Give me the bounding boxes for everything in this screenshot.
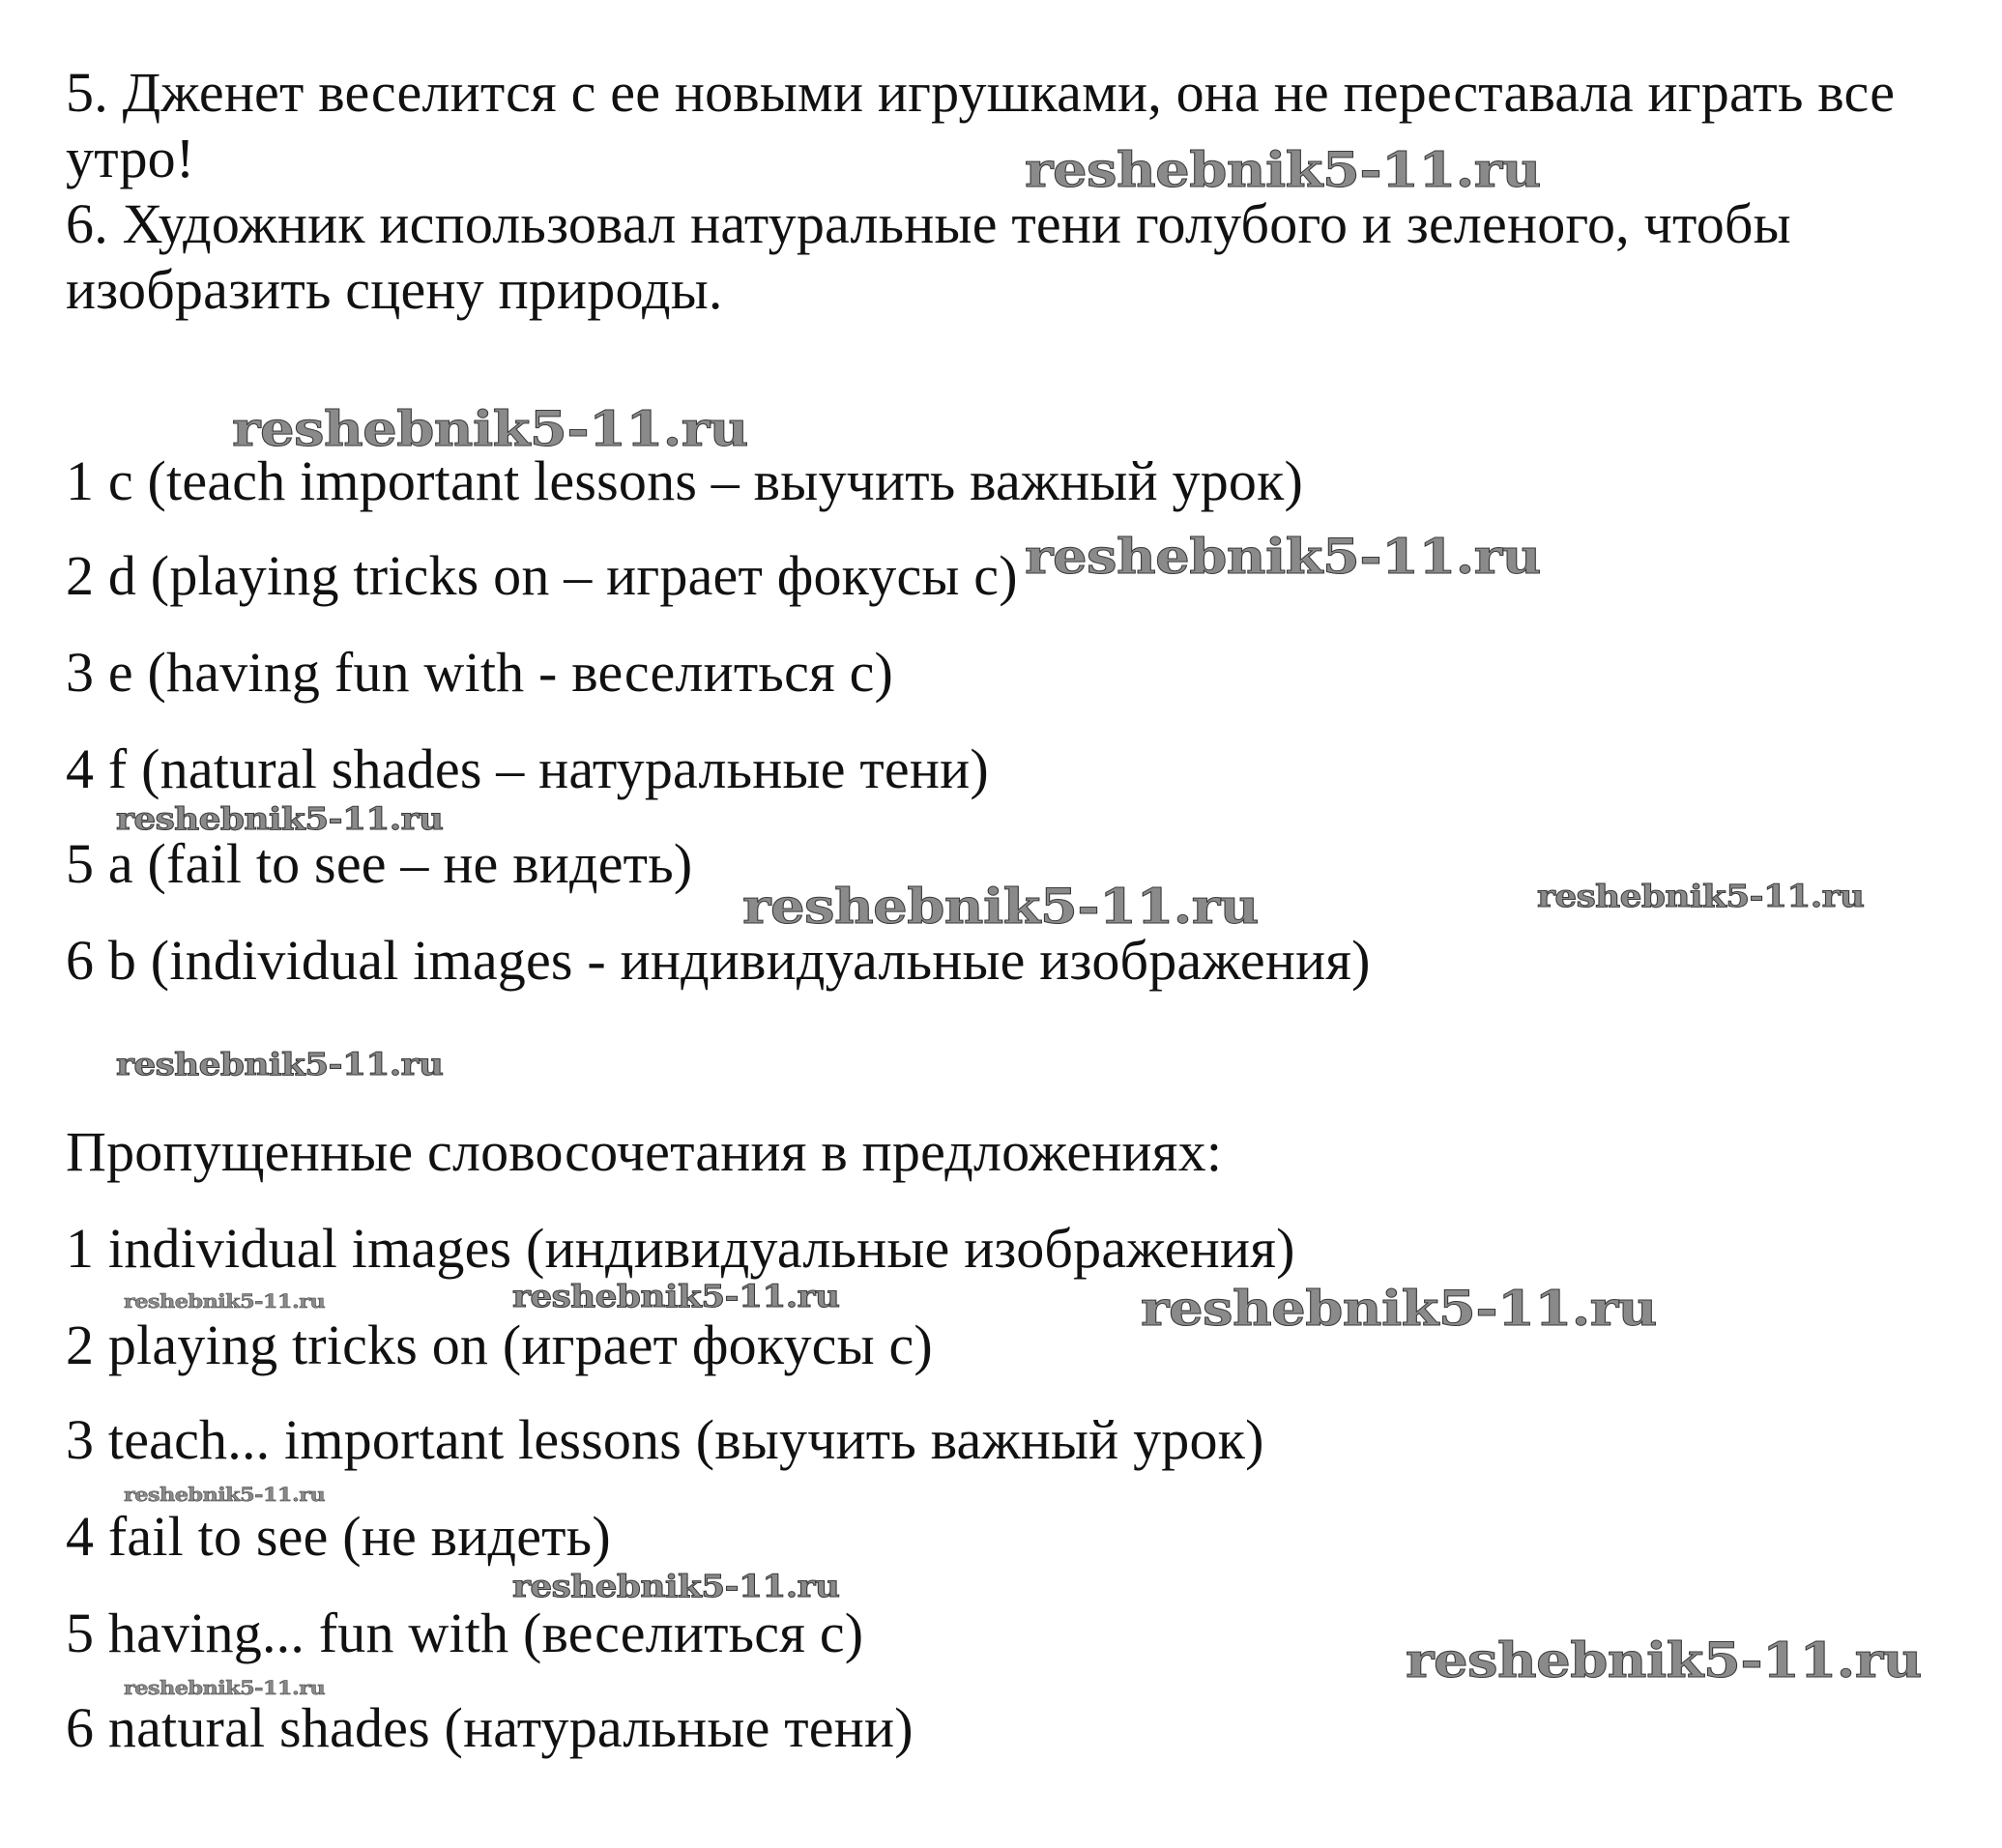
section-heading: Пропущенные словосочетания в предложениях: xyxy=(66,1120,1223,1183)
watermark: reshebnik5-11.ru xyxy=(1141,1280,1657,1337)
matching-answer: 1 c (teach important lessons – выучить важный урок) xyxy=(66,449,1304,512)
watermark: reshebnik5-11.ru xyxy=(124,1483,326,1506)
watermark: reshebnik5-11.ru xyxy=(742,878,1259,935)
translation-line: утро! xyxy=(66,127,195,189)
watermark: reshebnik5-11.ru xyxy=(116,800,444,837)
translation-line: изобразить сцену природы. xyxy=(66,258,723,321)
watermark: reshebnik5-11.ru xyxy=(1025,141,1541,198)
translation-line: 6. Художник использовал натуральные тени голубого и зеленого, чтобы xyxy=(66,192,1791,255)
watermark: reshebnik5-11.ru xyxy=(1406,1631,1922,1689)
missing-phrase: 1 individual images (индивидуальные изображения) xyxy=(66,1217,1295,1280)
watermark: reshebnik5-11.ru xyxy=(1025,528,1541,585)
missing-phrase: 6 natural shades (натуральные тени) xyxy=(66,1696,914,1759)
matching-answer: 6 b (individual images - индивидуальные изображения) xyxy=(66,929,1371,992)
watermark: reshebnik5-11.ru xyxy=(512,1278,840,1314)
watermark: reshebnik5-11.ru xyxy=(232,400,748,457)
missing-phrase: 5 having... fun with (веселиться с) xyxy=(66,1602,864,1664)
translation-line: 5. Дженет веселится с ее новыми игрушками, она не переставала играть все xyxy=(66,61,1896,124)
watermark: reshebnik5-11.ru xyxy=(1537,878,1865,914)
watermark: reshebnik5-11.ru xyxy=(116,1046,444,1083)
watermark: reshebnik5-11.ru xyxy=(124,1676,326,1699)
missing-phrase: 4 fail to see (не видеть) xyxy=(66,1505,611,1568)
matching-answer: 2 d (playing tricks on – играет фокусы с) xyxy=(66,544,1018,607)
watermark: reshebnik5-11.ru xyxy=(124,1289,326,1313)
missing-phrase: 3 teach... important lessons (выучить важный урок) xyxy=(66,1408,1264,1471)
watermark: reshebnik5-11.ru xyxy=(512,1568,840,1604)
matching-answer: 5 a (fail to see – не видеть) xyxy=(66,832,693,895)
matching-answer: 3 e (having fun with - веселиться с) xyxy=(66,641,894,704)
matching-answer: 4 f (natural shades – натуральные тени) xyxy=(66,737,989,800)
missing-phrase: 2 playing tricks on (играет фокусы с) xyxy=(66,1314,933,1376)
